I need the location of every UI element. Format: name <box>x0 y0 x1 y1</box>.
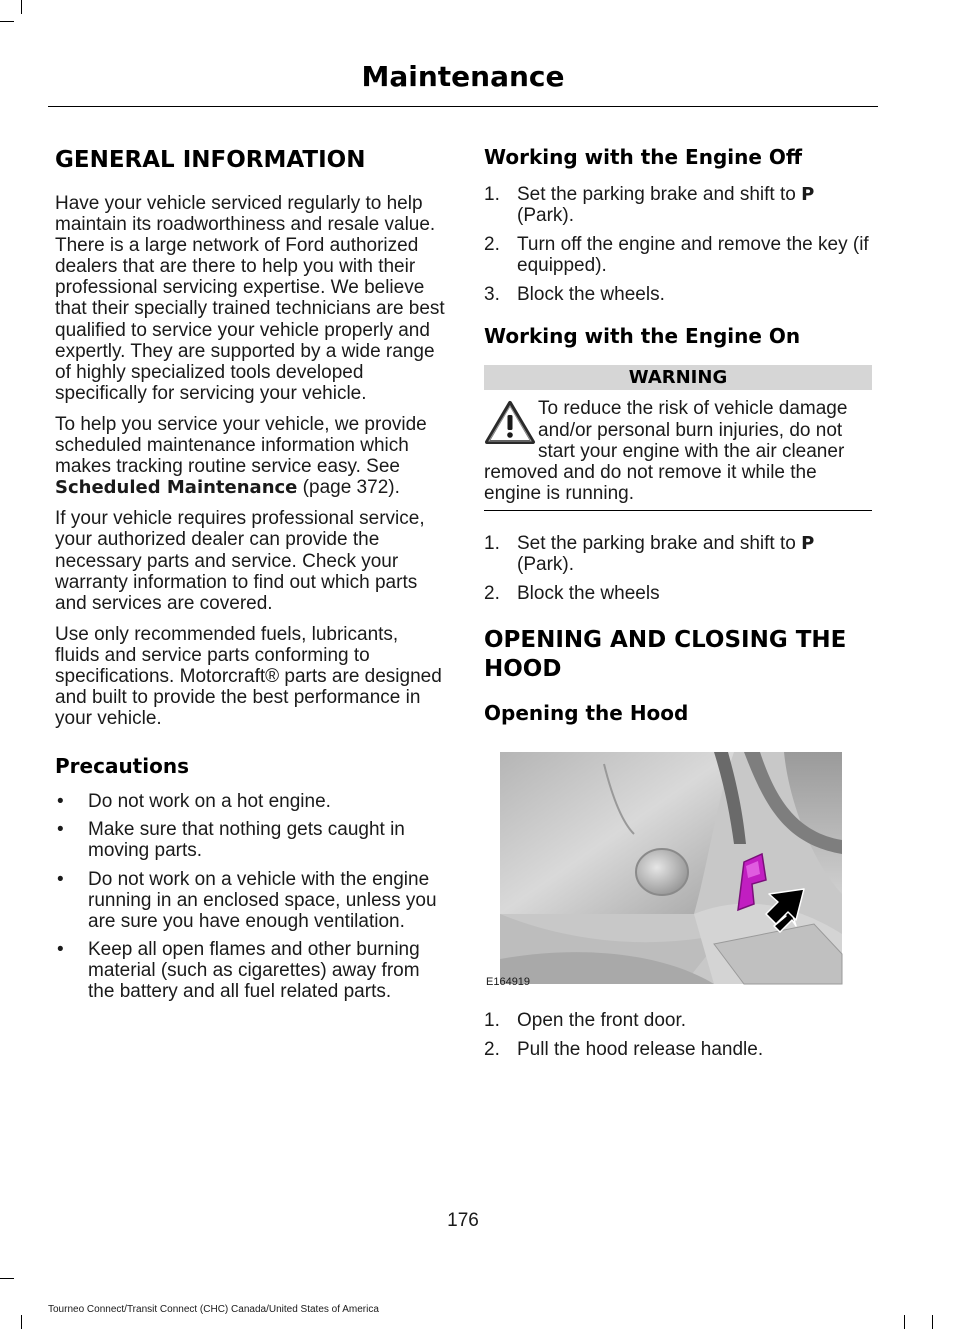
hood-release-illustration <box>484 744 872 994</box>
gear-letter: P <box>801 184 815 205</box>
list-item <box>484 533 872 575</box>
general-paragraph-2-text: To help you service your vehicle, we provide scheduled maintenance information which makes tracking routine service easy. See <box>55 413 427 478</box>
step-number: 3. <box>484 284 500 306</box>
list-item <box>55 939 445 1002</box>
bullet: • <box>57 791 64 813</box>
step-number: 2. <box>484 1039 500 1061</box>
general-information-heading: GENERAL INFORMATION <box>55 147 366 173</box>
right-column <box>484 144 872 1068</box>
step-text: Pull the hood release handle. <box>517 1039 764 1061</box>
bullet: • <box>57 938 64 960</box>
bullet: • <box>57 819 64 841</box>
crop-mark <box>932 1315 933 1329</box>
step-text-end: (Park). <box>517 554 574 576</box>
page-title: Maintenance <box>361 60 565 93</box>
step-number: 1. <box>484 1010 500 1032</box>
list-item <box>55 791 445 812</box>
opening-hood-heading: Opening the Hood <box>484 701 689 726</box>
list-item <box>55 869 445 932</box>
title-rule <box>48 106 878 107</box>
step-number: 1. <box>484 184 500 205</box>
figure-code: E164919 <box>486 976 531 989</box>
page-number: 176 <box>447 1210 479 1231</box>
warning-label: WARNING <box>484 365 872 390</box>
crop-mark <box>904 1315 905 1329</box>
warning-triangle-icon <box>484 400 536 446</box>
gear-letter: P <box>801 532 815 554</box>
left-column <box>55 146 445 1009</box>
engine-off-heading: Working with the Engine Off <box>484 145 803 169</box>
hood-steps <box>484 1010 872 1060</box>
warning-text: To reduce the risk of vehicle damage and/or personal burn injuries, do not start your engine with the air cleaner removed and do not remove it while the engine is running. <box>484 398 848 504</box>
step-number: 2. <box>484 583 500 605</box>
crop-mark <box>21 1315 22 1329</box>
engine-on-steps <box>484 533 872 604</box>
step-text: Block the wheels. <box>517 284 665 306</box>
crop-mark <box>21 0 22 14</box>
hood-heading: OPENING AND CLOSING THE HOOD <box>484 627 847 683</box>
page-reference: (page 372). <box>297 477 400 499</box>
step-text: Block the wheels <box>517 583 660 605</box>
general-paragraph-4: Use only recommended fuels, lubricants, fluids and service parts conforming to specifications. Motorcraft® parts are designed and built to provide the best performance in your vehicle. <box>55 623 442 730</box>
step-text: Set the parking brake and shift to <box>517 532 802 554</box>
precautions-list <box>55 791 445 1002</box>
warning-box <box>484 365 872 510</box>
list-item-text: Do not work on a vehicle with the engine running in an enclosed space, unless you are sure you have enough ventilation. <box>88 868 437 932</box>
crop-mark <box>0 1278 14 1279</box>
list-item <box>55 819 445 861</box>
list-item <box>484 234 872 276</box>
step-text: Set the parking brake and shift to <box>517 184 802 205</box>
step-text: Turn off the engine and remove the key (if equipped). <box>517 234 869 277</box>
step-number: 2. <box>484 234 500 256</box>
general-paragraph-1: Have your vehicle serviced regularly to help maintain its roadworthiness and resale value. There is a large network of Ford authorized dealers that are there to help you with their professional servicing expertise. We believe that their specially trained technicians are best qualified to service your vehicle properly and expertly. They are supported by a wide range of highly specialized tools developed specifically for servicing your vehicle. <box>55 193 445 404</box>
general-paragraph-2 <box>55 414 445 498</box>
step-text-end: (Park). <box>517 205 574 227</box>
bullet: • <box>57 868 64 890</box>
list-item <box>484 1039 872 1060</box>
hood-release-figure <box>484 744 872 994</box>
list-item <box>484 583 872 604</box>
footer-text: Tourneo Connect/Transit Connect (CHC) Canada/United States of America <box>48 1304 379 1315</box>
list-item-text: Make sure that nothing gets caught in moving parts. <box>88 819 405 862</box>
precautions-heading: Precautions <box>55 754 189 779</box>
general-paragraph-3: If your vehicle requires professional service, your authorized dealer can provide the necessary parts and service. Check your warranty information to find out which parts and services are covered. <box>55 508 425 614</box>
engine-off-steps <box>484 184 872 305</box>
scheduled-maintenance-link[interactable]: Scheduled Maintenance <box>55 477 298 499</box>
list-item-text: Do not work on a hot engine. <box>88 791 331 813</box>
list-item <box>484 284 872 305</box>
list-item <box>484 1010 872 1031</box>
warning-rule <box>484 510 872 511</box>
crop-mark <box>0 21 14 22</box>
list-item-text: Keep all open flames and other burning material (such as cigarettes) away from the battery and all fuel related parts. <box>88 938 420 1002</box>
warning-body <box>484 398 872 503</box>
list-item <box>484 184 872 226</box>
step-number: 1. <box>484 532 500 554</box>
step-text: Open the front door. <box>517 1010 687 1032</box>
engine-on-heading: Working with the Engine On <box>484 324 801 349</box>
